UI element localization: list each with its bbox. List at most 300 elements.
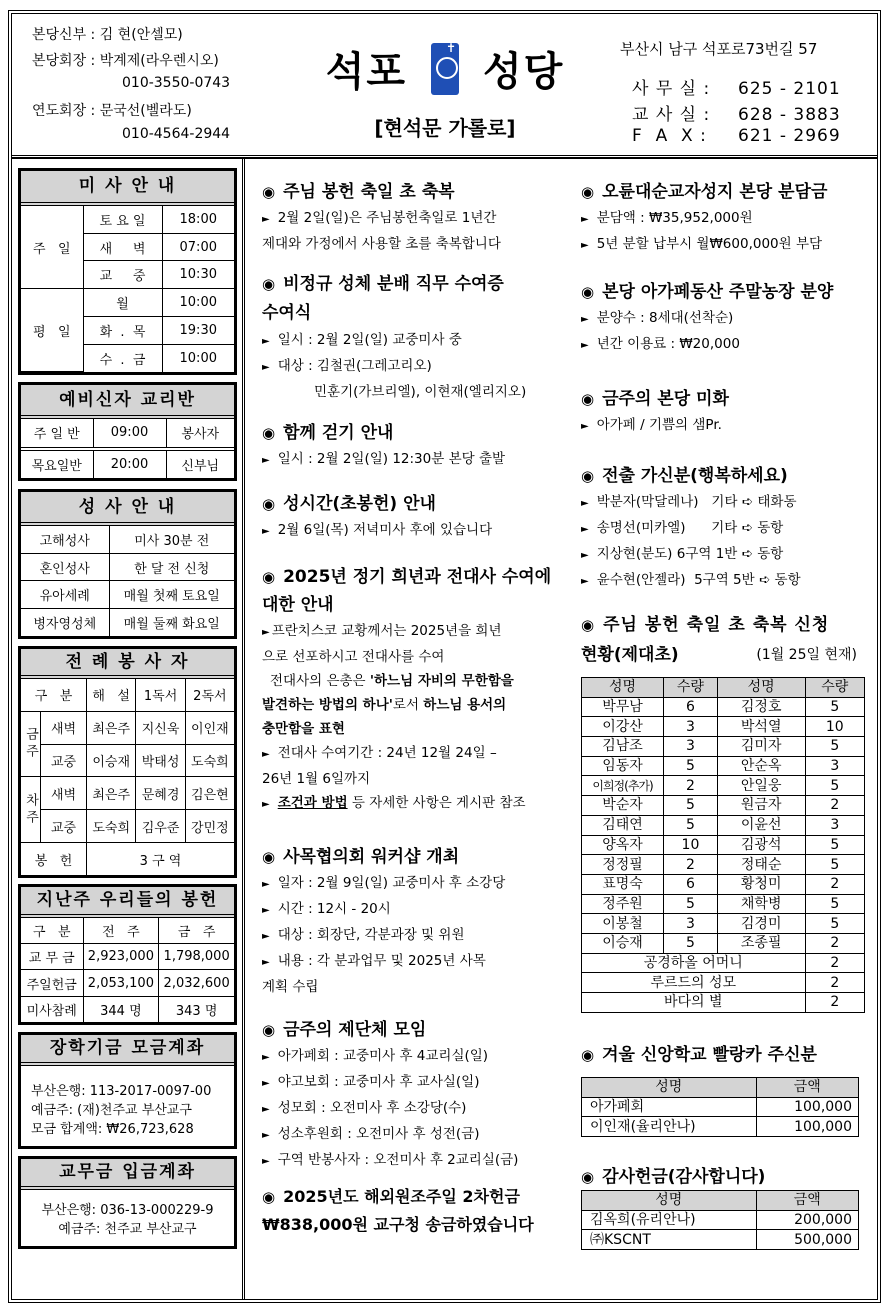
notice-weekend-farm (581, 278, 867, 358)
bullet-circle-icon: ◉ (262, 275, 276, 293)
table-cell: 김태연 (582, 815, 664, 835)
notice-candle-blessing (262, 178, 546, 256)
contact-teacher: 교 사 실 : 628 - 3883 (632, 105, 841, 125)
table-cell: 5 (805, 894, 864, 914)
table-row (582, 717, 865, 737)
offerings-box (18, 884, 237, 1025)
table-row (582, 697, 865, 717)
table-cell: 새벽 (41, 777, 87, 810)
table-cell: 5 (664, 933, 718, 953)
donor-name: 아가페회 (582, 1097, 757, 1117)
president-phone: 010-3550-0743 (122, 75, 231, 91)
week-label: 차주 (21, 777, 41, 843)
notice-overseas-aid (262, 1183, 546, 1239)
table-cell: 매월 둘째 화요일 (109, 609, 234, 636)
bullet-circle-icon: ◉ (581, 616, 596, 634)
table-cell: 문혜경 (136, 777, 185, 810)
table-cell: 안일웅 (717, 776, 805, 796)
sacraments-box (18, 489, 237, 639)
table-row (21, 944, 234, 970)
table-cell: 5 (805, 835, 864, 855)
column-header: 수량 (664, 678, 718, 698)
table-cell: 2 (805, 933, 864, 953)
ministers-box (18, 646, 237, 878)
table-cell: 교중 (41, 744, 87, 777)
table-row (582, 894, 865, 914)
table-row (582, 933, 865, 953)
table-row (582, 855, 865, 875)
donor-amount: 100,000 (756, 1117, 859, 1137)
mass-time: 10:00 (162, 289, 234, 317)
text-line: ► 일시 : 2월 2일(일) 12:30분 본당 출발 (262, 451, 506, 467)
header-divider (12, 155, 877, 159)
section-heading: ◉ 비정규 성체 분배 직무 수여증 (262, 274, 504, 294)
box-title: 미 사 안 내 (21, 171, 234, 206)
table-cell: 정주원 (582, 894, 664, 914)
table-cell: 해 설 (87, 679, 136, 711)
column-divider (242, 158, 245, 1300)
church-logo-icon (431, 43, 459, 95)
week-label: 금주 (21, 711, 41, 777)
text-line: ► 2월 2일(일)은 주님봉헌축일로 1년간 (262, 210, 497, 226)
section-heading: ◉ 주님 봉헌 축일 초 축복 (262, 182, 455, 202)
table-cell: 343 명 (159, 996, 234, 1022)
table-cell: 10 (805, 717, 864, 737)
bullet-circle-icon: ◉ (262, 424, 276, 442)
table-cell: 박석열 (717, 717, 805, 737)
table-row (582, 737, 865, 757)
title-left: 석포 (325, 49, 407, 95)
table-cell: 새벽 (41, 711, 87, 744)
table-row (582, 874, 865, 894)
table-cell: 5 (805, 914, 864, 934)
table-cell: 구 분 (21, 679, 87, 711)
table-cell: 김남조 (582, 737, 664, 757)
section-heading: ◉ 오륜대순교자성지 본당 분담금 (581, 182, 828, 202)
table-cell: 유아세례 (21, 581, 109, 609)
table-cell: 원금자 (717, 796, 805, 816)
table-row (582, 1078, 859, 1098)
section-heading: ◉ 금주의 본당 미화 (581, 389, 729, 409)
weekday-label: 평 일 (21, 289, 83, 372)
bullet-circle-icon: ◉ (581, 390, 595, 408)
bullet-circle-icon: ◉ (262, 1021, 276, 1039)
section-heading: ◉ 감사헌금(감사합니다) (581, 1167, 766, 1187)
table-cell: 3 (664, 914, 718, 934)
notice-moved-out (581, 462, 867, 594)
bullet-circle-icon: ◉ (262, 848, 276, 866)
text-line: 충만함을 표현 (262, 721, 345, 737)
table-cell: 조종필 (717, 933, 805, 953)
section-heading: ◉ 함께 걷기 안내 (262, 423, 394, 443)
mass-table (21, 206, 234, 372)
table-row (21, 810, 234, 843)
table-cell: 김미자 (717, 737, 805, 757)
table-cell: 박태성 (136, 744, 185, 777)
section-heading: ◉ 사목협의회 워커샵 개최 (262, 847, 460, 867)
table-cell: 6 (664, 697, 718, 717)
table-row (21, 744, 234, 777)
mass-time: 19:30 (162, 317, 234, 345)
text-line: ► 분양수 : 8세대(선착순) (581, 310, 734, 326)
bullet-circle-icon: ◉ (581, 183, 595, 201)
account-holder: 예금주: (재)천주교 부산교구 (31, 1103, 192, 1118)
table-cell: 3 (664, 737, 718, 757)
table-cell: 3 (664, 717, 718, 737)
table-row (21, 777, 234, 810)
contact-office: 사 무 실 : 625 - 2101 (632, 79, 841, 99)
table-row (21, 679, 234, 711)
mass-time: 10:30 (162, 261, 234, 289)
thanks-offering-section (581, 1163, 867, 1250)
table-cell: 최은주 (87, 777, 136, 810)
table-cell: 김은현 (185, 777, 234, 810)
mass-day: 월 (83, 289, 162, 317)
title-right: 성당 (483, 49, 565, 95)
table-row (582, 776, 865, 796)
section-heading: 수여식 (262, 303, 312, 323)
table-cell: 임동자 (582, 756, 664, 776)
table-cell: 교중 (41, 810, 87, 843)
donor-table (581, 1190, 859, 1250)
table-row (21, 609, 234, 636)
bullet-circle-icon: ◉ (262, 1188, 276, 1206)
table-cell: 양옥자 (582, 835, 664, 855)
text-line: ► 5년 분할 납부시 월₩600,000원 부담 (581, 236, 823, 252)
candle-request-table (581, 677, 865, 1013)
table-cell: 봉 헌 (21, 843, 87, 875)
table-row (21, 526, 234, 553)
yeondo-president: 연도회장 : 문국선(벨라도) (32, 103, 192, 119)
table-cell: 전 주 (83, 918, 159, 944)
notice-group-meetings (262, 1016, 546, 1174)
text-line: 민훈기(가브리엘), 이현재(엘리지오) (314, 384, 527, 400)
donor-amount: 500,000 (756, 1230, 859, 1250)
address: 부산시 남구 석포로73번길 57 (620, 40, 818, 58)
box-title: 지난주 우리들의 봉헌 (21, 887, 234, 918)
notice-workshop (262, 843, 546, 999)
section-heading: ₩838,000원 교구청 송금하였습니다 (262, 1215, 534, 1234)
table-cell: 5 (805, 737, 864, 757)
text-line: ► 박분자(막달레나) 기타 ➪ 태화동 (581, 494, 797, 510)
table-cell: 1,798,000 (159, 944, 234, 970)
table-cell: 이승재 (87, 744, 136, 777)
table-cell: 신부님 (166, 449, 234, 479)
sacraments-table (21, 526, 234, 636)
table-cell: 이희정(추가) (582, 776, 664, 796)
table-row (21, 553, 234, 581)
text-line: ► 분담액 : ₩35,952,000원 (581, 210, 753, 226)
text-line: ► 구역 반봉사자 : 오전미사 후 2교리실(금) (262, 1152, 519, 1168)
table-cell: 5 (805, 855, 864, 875)
table-cell: 이강산 (582, 717, 664, 737)
table-cell: 구 분 (21, 918, 83, 944)
column-header: 금액 (756, 1078, 859, 1098)
arrow-icon: ► (262, 214, 270, 225)
table-cell: 김정호 (717, 697, 805, 717)
donor-amount: 200,000 (756, 1210, 859, 1230)
table-cell: 2 (805, 874, 864, 894)
text-line: ► 야고보회 : 교중미사 후 교사실(일) (262, 1074, 480, 1090)
table-row (21, 581, 234, 609)
table-cell: 황청미 (717, 874, 805, 894)
text-line: 발견하는 방법의 하나'로서 하느님 용서의 (262, 697, 507, 713)
table-row (582, 678, 865, 698)
table-cell: 금 주 (159, 918, 234, 944)
section-heading: ◉ 2025년도 해외원조주일 2차헌금 (262, 1187, 520, 1206)
text-line: ► 아가페회 : 교중미사 후 4교리실(일) (262, 1048, 489, 1064)
box-title: 예비신자 교리반 (21, 385, 234, 419)
text-line: ► 조건과 방법 등 자세한 사항은 게시판 참조 (262, 795, 526, 811)
table-cell: 목요일반 (21, 449, 93, 479)
notice-jubilee (262, 563, 552, 817)
table-cell: 혼인성사 (21, 553, 109, 581)
table-cell: 2 (805, 953, 864, 973)
table-row (582, 1230, 859, 1250)
table-cell: 공경하올 어머니 (582, 953, 806, 973)
table-cell: 김경미 (717, 914, 805, 934)
column-header: 성명 (582, 678, 664, 698)
table-cell: 이승재 (582, 933, 664, 953)
text-line: ► 내용 : 각 분과업무 및 2025년 사목 (262, 953, 486, 969)
table-row (582, 1117, 859, 1137)
notice-shrine-share (581, 178, 867, 258)
table-cell: 5 (664, 815, 718, 835)
table-row (21, 449, 234, 479)
table-cell: 3 구 역 (87, 843, 235, 875)
donor-table (581, 1077, 859, 1137)
donor-amount: 100,000 (756, 1097, 859, 1117)
table-cell: 박무남 (582, 697, 664, 717)
pastor: 본당신부 : 김 현(안셀모) (32, 27, 183, 43)
candle-request-section (581, 611, 867, 1013)
table-cell: 2,053,100 (83, 970, 159, 996)
contact-fax: F A X : 621 - 2969 (632, 126, 841, 146)
yeondo-phone: 010-4564-2944 (122, 126, 231, 142)
text-line: ► 성소후원회 : 오전미사 후 성전(금) (262, 1126, 480, 1142)
text-line: ► 전대사 수여기간 : 24년 12월 24일 – (262, 745, 497, 761)
table-row (582, 1210, 859, 1230)
table-cell: 미사 30분 전 (109, 526, 234, 553)
section-heading: 대한 안내 (262, 595, 334, 615)
notice-holy-hour (262, 490, 546, 544)
table-row (21, 419, 234, 449)
mass-time: 07:00 (162, 233, 234, 261)
table-cell: 김광석 (717, 835, 805, 855)
section-heading: ◉ 성시간(초봉헌) 안내 (262, 494, 436, 514)
catechumen-box (18, 382, 237, 481)
bullet-circle-icon: ◉ (581, 1046, 595, 1064)
table-cell: 2 (664, 776, 718, 796)
donor-name: ㈜KSCNT (582, 1230, 757, 1250)
table-cell: 루르드의 성모 (582, 973, 806, 993)
catechumen-table (21, 419, 234, 478)
table-cell: 정태순 (717, 855, 805, 875)
table-cell: 지신욱 (136, 711, 185, 744)
box-title: 전 례 봉 사 자 (21, 649, 234, 679)
bank-account: 부산은행: 036-13-000229-9 (41, 1203, 214, 1218)
table-cell: 344 명 (83, 996, 159, 1022)
table-row (582, 914, 865, 934)
table-cell: 병자영성체 (21, 609, 109, 636)
text-line: ► 지상현(분도) 6구역 1반 ➪ 동항 (581, 546, 784, 562)
text-line: ► 일자 : 2월 9일(일) 교중미사 후 소강당 (262, 875, 506, 891)
table-cell: 5 (805, 697, 864, 717)
parish-president: 본당회장 : 박계제(라우렌시오) (32, 53, 219, 69)
bank-account: 부산은행: 113-2017-0097-00 (31, 1084, 212, 1099)
section-heading: ◉ 겨울 신앙학교 빨랑카 주신분 (581, 1045, 817, 1065)
text-line: ► 2월 6일(목) 저녁미사 후에 있습니다 (262, 522, 493, 538)
text-line: ► 대상 : 김철권(그레고리오) (262, 358, 432, 374)
mass-day: 새 벽 (83, 233, 162, 261)
table-row (21, 918, 234, 944)
table-cell: 표명숙 (582, 874, 664, 894)
table-cell: 2 (805, 796, 864, 816)
table-row (582, 796, 865, 816)
bullet-circle-icon: ◉ (262, 495, 276, 513)
text-line: 제대와 가정에서 사용할 초를 축복합니다 (262, 236, 501, 252)
table-row (582, 953, 865, 973)
table-cell: 2,923,000 (83, 944, 159, 970)
as-of-date: (1월 25일 현재) (756, 647, 857, 663)
notice-communion-ministers (262, 270, 546, 404)
table-cell: 5 (664, 894, 718, 914)
tithe-account (21, 1190, 234, 1239)
table-cell: 09:00 (93, 419, 166, 449)
sunday-label: 주 일 (21, 206, 83, 289)
table-cell: 2독서 (185, 679, 234, 711)
donor-name: 김옥희(유리안나) (582, 1210, 757, 1230)
table-cell: 봉사자 (166, 419, 234, 449)
donor-name: 이인재(율리안나) (582, 1117, 757, 1137)
table-cell: 이인재 (185, 711, 234, 744)
text-line: 으로 선포하시고 전대사를 수여 (262, 649, 445, 665)
table-cell: 2 (805, 993, 864, 1013)
text-line: ► 성모회 : 오전미사 후 소강당(수) (262, 1100, 467, 1116)
offerings-table (21, 918, 234, 1022)
box-title: 장학기금 모금계좌 (21, 1035, 234, 1066)
section-heading: 현황(제대초) (1월 25일 현재) (581, 639, 867, 671)
table-row (582, 756, 865, 776)
section-heading: ◉ 금주의 제단체 모임 (262, 1020, 427, 1040)
scholarship-account (21, 1066, 234, 1139)
table-cell: 도숙희 (87, 810, 136, 843)
table-cell: 최은주 (87, 711, 136, 744)
table-cell: 6 (664, 874, 718, 894)
table-cell: 3 (805, 815, 864, 835)
table-cell: 강민정 (185, 810, 234, 843)
table-cell: 3 (805, 756, 864, 776)
section-heading: ◉ 본당 아가페동산 주말농장 분양 (581, 282, 834, 302)
bullet-circle-icon: ◉ (262, 568, 276, 586)
table-cell: 10 (664, 835, 718, 855)
table-row (21, 289, 234, 317)
text-line: ► 년간 이용료 : ₩20,000 (581, 336, 740, 352)
table-cell: 정정필 (582, 855, 664, 875)
section-heading: ◉ 전출 가신분(행복하세요) (581, 466, 788, 486)
column-header: 성명 (717, 678, 805, 698)
table-cell: 이봉철 (582, 914, 664, 934)
mass-day: 화 . 목 (83, 317, 162, 345)
mass-day: 수 . 금 (83, 344, 162, 371)
table-cell: 도숙희 (185, 744, 234, 777)
account-holder: 예금주: 천주교 부산교구 (58, 1222, 197, 1237)
church-patron: [현석문 가롤로] (374, 116, 516, 140)
text-line: ► 시간 : 12시 - 20시 (262, 901, 391, 917)
table-row (582, 973, 865, 993)
bullet-circle-icon: ◉ (581, 467, 595, 485)
bullet-circle-icon: ◉ (581, 283, 595, 301)
winter-school-section (581, 1041, 867, 1137)
table-row (21, 843, 234, 875)
table-cell: 2 (805, 973, 864, 993)
table-cell: 20:00 (93, 449, 166, 479)
table-row (582, 1097, 859, 1117)
table-cell: 5 (664, 796, 718, 816)
table-row (21, 996, 234, 1022)
ministers-table (21, 679, 234, 875)
text-line: 계획 수립 (262, 979, 319, 995)
text-line: ► 송명선(미카엘) 기타 ➪ 동항 (581, 520, 784, 536)
table-cell: 바다의 별 (582, 993, 806, 1013)
table-cell: 2,032,600 (159, 970, 234, 996)
table-row (21, 970, 234, 996)
text-line: ► 아가페 / 기쁨의 샘Pr. (581, 417, 722, 433)
section-heading: ◉ 2025년 정기 희년과 전대사 수여에 (262, 567, 552, 587)
table-row (21, 711, 234, 744)
column-header: 성명 (582, 1078, 757, 1098)
mass-schedule-box (18, 168, 237, 375)
mass-time: 18:00 (162, 206, 234, 233)
mass-time: 10:00 (162, 344, 234, 371)
table-cell: 2 (664, 855, 718, 875)
table-row (582, 1191, 859, 1211)
text-line: ► 윤수현(안젤라) 5구역 5반 ➪ 동항 (581, 572, 801, 588)
table-row (582, 815, 865, 835)
table-cell: 5 (805, 776, 864, 796)
bullet-circle-icon: ◉ (581, 1168, 595, 1186)
text-line: ► 프란치스코 교황께서는 2025년을 희년 (262, 623, 502, 639)
total-amount: 모금 합계액: ₩26,723,628 (31, 1122, 194, 1137)
table-cell: 고해성사 (21, 526, 109, 553)
table-row (21, 206, 234, 233)
box-title: 성 사 안 내 (21, 492, 234, 526)
notice-cleaning (581, 385, 867, 439)
section-heading: ◉ 주님 봉헌 축일 초 축복 신청 (581, 615, 830, 635)
table-cell: 교 무 금 (21, 944, 83, 970)
mass-day: 토 요 일 (83, 206, 162, 233)
table-cell: 주 일 반 (21, 419, 93, 449)
table-cell: 미사참례 (21, 996, 83, 1022)
mass-day: 교 중 (83, 261, 162, 289)
table-row (582, 835, 865, 855)
box-title: 교무금 입금계좌 (21, 1159, 234, 1190)
table-cell: 안순옥 (717, 756, 805, 776)
table-cell: 매월 첫째 토요일 (109, 581, 234, 609)
text-line: 전대사의 은총은 '하느님 자비의 무한함을 (270, 673, 514, 689)
column-header: 수량 (805, 678, 864, 698)
text-line: ► 일시 : 2월 2일(일) 교중미사 중 (262, 332, 462, 348)
tithe-box (18, 1156, 237, 1249)
column-header: 금액 (756, 1191, 859, 1211)
text-line: 26년 1월 6일까지 (262, 771, 371, 787)
table-cell: 5 (664, 756, 718, 776)
table-cell: 이윤선 (717, 815, 805, 835)
bullet-circle-icon: ◉ (262, 183, 276, 201)
scholarship-box (18, 1032, 237, 1149)
table-cell: 한 달 전 신청 (109, 553, 234, 581)
church-title (300, 40, 590, 97)
